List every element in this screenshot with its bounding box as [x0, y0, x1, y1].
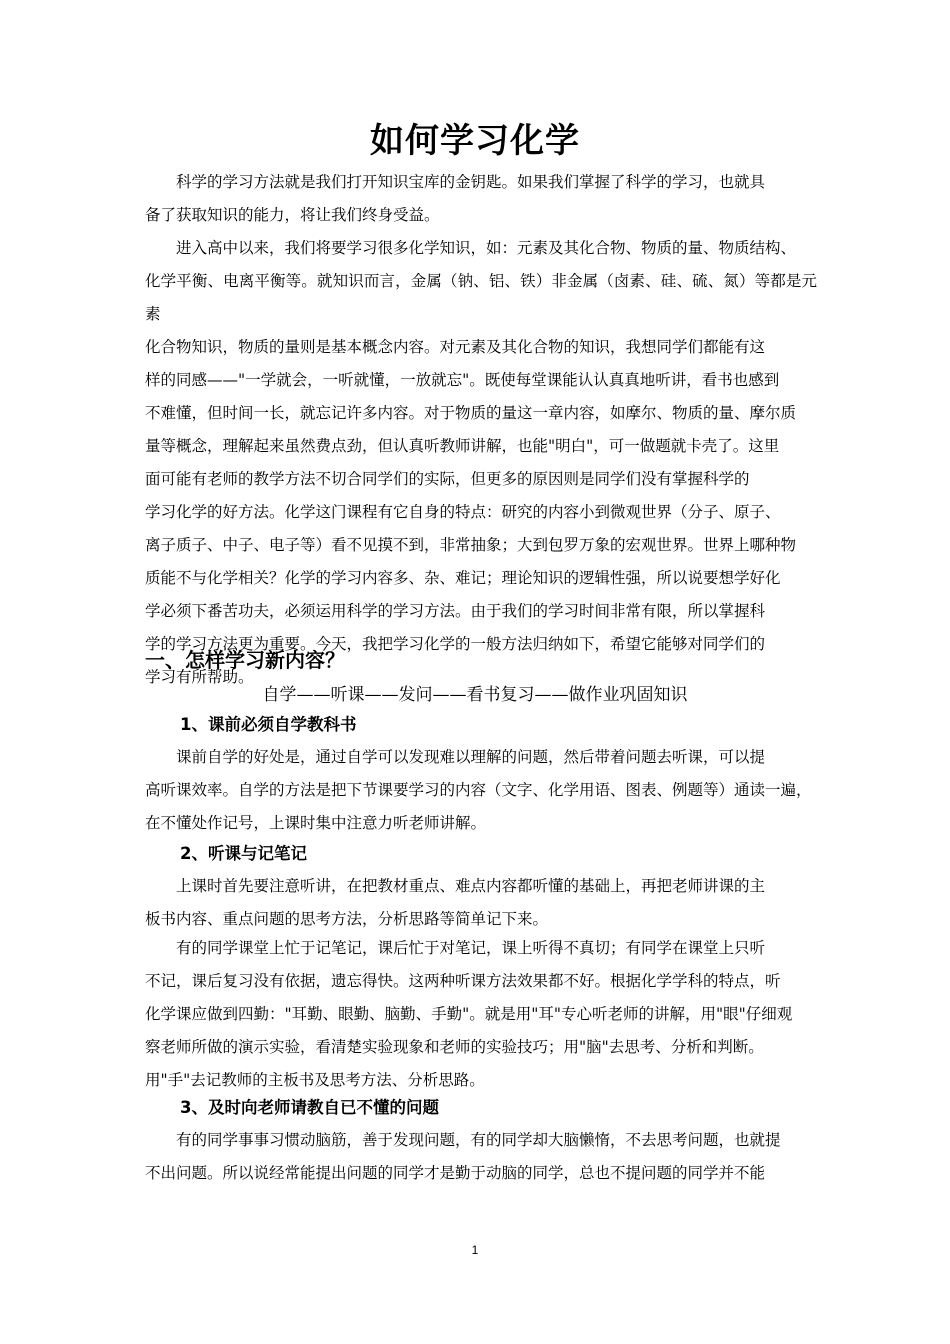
page-number: 1	[471, 1243, 479, 1257]
section-heading: 一、怎样学习新内容？	[145, 648, 345, 672]
intro-paragraph-2: 进入高中以来，我们将要学习很多化学知识，如：元素及其化合物、物质的量、物质结构、 化学平衡、电离平衡等。就知识而言，金属（钠、铝、铁）非金属（卤素、硅、硫、氮）等都是元素 化合物知识，物质的量则是基本概念内容。对元素及其化合物的知识，我想同学们都能有这 样的同感——"一学就会，一听就懂，一放就忘"。既使每堂课能认认真真地听讲，看书也感到 不难懂，但时间一长，就忘记许多内容。对于物质的量这一章内容，如摩尔、物质的量、摩尔质 量等概念，理解起来虽然费点劲，但认真听教师讲解，也能"明白"，可一做题就卡壳了。这里 面可能有老师的教学方法不切合同学们的实际，但更多的原因则是同学们没有掌握科学的 学习化学的好方法。化学这门课程有它自身的特点：研究的内容小到微观世界（分子、原子、 离子质子、中子、电子等）看不见摸不到，非常抽象；大到包罗万象的宏观世界。世界上哪种物 质能不与化学相关？化学的学习内容多、杂、难记；理论知识的逻辑性强，所以说要想学好化 学必须下番苦功夫，必须运用科学的学习方法。由于我们的学习时间非常有限，所以掌握科 学的学习方法更为重要。今天，我把学习化学的一般方法归纳如下，希望它能够对同学们的 学习有所帮助。	[145, 239, 817, 686]
intro-paragraph-1: 科学的学习方法就是我们打开知识宝库的金钥匙。如果我们掌握了科学的学习，也就具 备了获取知识的能力，将让我们终身受益。	[145, 173, 766, 224]
subsection-heading-3: 3、及时向老师请教自已不懂的问题	[180, 1098, 439, 1117]
subsection-1-paragraph: 课前自学的好处是，通过自学可以发现难以理解的问题，然后带着问题去听课，可以提 高听课效率。自学的方法是把下节课要学习的内容（文字、化学用语、图表、例题等）通读一遍， 在不懂处作记号，上课时集中注意力听老师讲解。	[145, 748, 812, 832]
subsection-heading-1: 1、课前必须自学教科书	[180, 715, 357, 734]
subsection-3-paragraph: 有的同学事事习惯动脑筋，善于发现问题，有的同学却大脑懒惰，不去思考问题，也就提 不出问题。所以说经常能提出问题的同学才是勤于动脑的同学，总也不提问题的同学并不能	[145, 1131, 781, 1182]
page-title: 如何学习化学	[370, 121, 580, 161]
subsection-2-paragraph-2: 有的同学课堂上忙于记笔记，课后忙于对笔记，课上听得不真切；有同学在课堂上只听 不记，课后复习没有依据，遗忘得快。这两种听课方法效果都不好。根据化学学科的特点，听 化学课应做到四勤："耳勤、眼勤、脑勤、手勤"。就是用"耳"专心听老师的讲解，用"眼"仔细观 察老师所做的演示实验，看清楚实验现象和老师的实验技巧；用"脑"去思考、分析和判断。 用"手"去记教师的主板书及思考方法、分析思路。	[145, 939, 793, 1089]
subsection-heading-2: 2、听课与记笔记	[180, 844, 307, 863]
subsection-2-paragraph-1: 上课时首先要注意听讲，在把教材重点、难点内容都听懂的基础上，再把老师讲课的主 板书内容、重点问题的思考方法，分析思路等简单记下来。	[145, 877, 766, 928]
learning-flow: 自学——听课——发问——看书复习——做作业巩固知识	[262, 685, 688, 705]
